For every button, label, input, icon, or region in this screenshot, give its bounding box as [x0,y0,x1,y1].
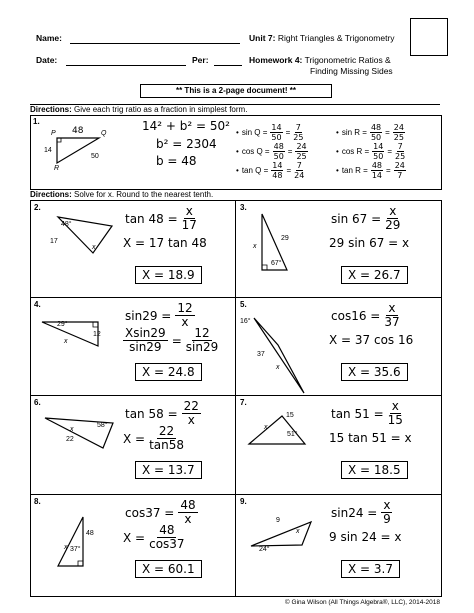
equation-step: 15 tan 51 = x [329,431,412,445]
equals-sign: = [387,147,393,156]
equals-sign: = [286,166,292,175]
variable-label: x [296,528,300,535]
directions-label-1: Directions: [30,105,72,114]
denominator: 50 [370,133,382,142]
equals-sign: = [171,333,182,348]
equation-step: 29 sin 67 = x [329,236,410,250]
equation-left: sin29 = [125,308,172,323]
trig-function-label: tan R = [341,166,368,175]
equation-step: X = [123,530,146,545]
angle-label: 29° [57,321,68,328]
problem-number: 6. [34,398,41,407]
side-label: 9 [276,517,280,524]
numerator: 7 [296,161,302,170]
problem-number: 2. [34,203,41,212]
denominator: sin29 [129,340,162,354]
answer-box: X = 13.7 [135,461,202,479]
equals-sign: = [287,147,293,156]
bullet-icon: • [336,128,339,137]
equation-left: tan 48 = [125,211,178,226]
numerator: 24 [393,123,404,132]
numerator: 14 [272,161,283,170]
equation-step: X = [123,431,146,446]
denominator: tan58 [149,438,185,452]
denominator: 25 [296,152,307,161]
date-label: Date: [36,55,58,65]
angle-label: 37° [70,546,81,553]
problem-number: 9. [240,497,247,506]
name-label: Name: [36,33,62,43]
equation-left: sin 67 = [331,211,382,226]
equation-step: X = 17 tan 48 [123,236,207,250]
problem-number: 3. [240,203,247,212]
trig-function-label: cos R = [341,147,370,156]
denominator: 17 [181,218,197,232]
angle-label: 58° [97,422,108,429]
denominator: cos37 [149,537,185,551]
copyright-footer: © Gina Wilson (All Things Algebra®, LLC), 2014-2018 [284,599,440,606]
numerator: 14 [373,142,384,151]
unit-text: Right Triangles & Trigonometry [277,33,395,43]
denominator: x [184,512,192,526]
answer-box: X = 18.5 [341,461,408,479]
pythagorean-line-2: b² = 2304 [156,137,217,151]
variable-label: x [264,424,268,431]
denominator: 37 [384,315,400,329]
equation-step: X = 37 cos 16 [329,333,414,347]
variable-label: x [70,426,74,433]
numerator: x [389,204,397,218]
angle-label: 16° [240,318,251,325]
angle-label: 48° [61,221,72,228]
denominator: x [187,413,195,427]
numerator: Xsin29 [125,326,166,340]
denominator: 24 [294,171,305,180]
directions-text-2: Solve for x. Round to the nearest tenth. [74,190,214,199]
equals-sign: = [285,128,291,137]
vertex-r: R [54,165,60,172]
denominator: 25 [395,152,406,161]
variable-label: x [253,243,257,250]
pythagorean-line-3: b = 48 [156,154,197,168]
trig-function-label: sin R = [341,128,367,137]
variable-label: x [64,544,68,551]
denominator: 25 [293,133,304,142]
numerator: 22 [158,424,175,438]
answer-box: X = 60.1 [135,560,202,578]
equation-left: sin24 = [331,505,378,520]
denominator: x [181,315,189,329]
notice-text: ** This is a 2-page document! ** [175,86,297,95]
homework-text-line1: Trigonometric Ratios & [304,55,391,65]
denominator: 50 [273,152,284,161]
answer-box: X = 24.8 [135,363,202,381]
homework-label: Homework 4: [249,55,303,65]
denominator: 50 [373,152,384,161]
numerator: 14 [271,123,282,132]
bullet-icon: • [236,147,239,156]
unit-label: Unit 7: [249,33,276,43]
side-left-label: 14 [44,147,52,154]
bullet-icon: • [336,166,339,175]
pythagorean-line-1: 14² + b² = 50² [142,119,230,133]
denominator: 48 [272,171,283,180]
answer-box: X = 26.7 [341,266,408,284]
equals-sign: = [385,128,390,137]
answer-box: X = 3.7 [341,560,400,578]
side-label: 37 [257,351,265,358]
homework-text-line2: Finding Missing Sides [310,66,393,76]
side-top-label: 48 [72,126,84,136]
numerator: 48 [180,498,196,512]
side-label: 29 [281,235,289,242]
numerator: 48 [273,142,284,151]
bullet-icon: • [236,166,239,175]
equation-left: tan 51 = [331,406,384,421]
denominator: 7 [397,171,403,180]
problem-number: 5. [240,300,247,309]
trig-function-label: cos Q = [241,147,270,156]
angle-label: 67° [271,260,282,267]
numerator: 12 [177,301,193,315]
side-label: 22 [66,436,74,443]
equation-left: cos37 = [125,505,175,520]
numerator: x [391,399,399,413]
denominator: 15 [387,413,403,427]
problem-number: 4. [34,300,41,309]
equation-step: 9 sin 24 = x [329,530,402,544]
variable-label: x [92,244,96,251]
denominator: 25 [393,133,404,142]
equation-left: tan 58 = [125,406,178,421]
side-label: 48 [86,530,94,537]
numerator: 7 [295,123,301,132]
denominator: 50 [271,133,282,142]
per-label: Per: [192,55,209,65]
directions-text-1: Give each trig ratio as a fraction in simplest form. [74,105,248,114]
side-label: 12 [93,331,101,338]
numerator: 48 [371,161,383,170]
denominator: 14 [371,171,383,180]
numerator: 7 [397,142,403,151]
angle-label: 51° [287,431,298,438]
trig-function-label: tan Q = [241,166,269,175]
numerator: 24 [394,161,405,170]
equation-left: cos16 = [331,308,381,323]
denominator: 29 [385,218,401,232]
variable-label: x [64,338,68,345]
numerator: 22 [183,399,199,413]
numerator: 48 [159,523,175,537]
vertex-q: Q [101,130,107,137]
side-hyp-label: 50 [91,153,99,160]
trig-function-label: sin Q = [241,128,268,137]
denominator: 9 [383,512,391,526]
problem-number: 7. [240,398,247,407]
answer-box: X = 35.6 [341,363,408,381]
problem-1-number: 1. [33,117,40,126]
numerator: x [383,498,391,512]
problem-number: 8. [34,497,41,506]
side-label: 15 [286,412,294,419]
numerator: 24 [296,142,307,151]
answer-box: X = 18.9 [135,266,202,284]
directions-label-2: Directions: [30,190,72,199]
numerator: x [388,301,396,315]
numerator: x [185,204,193,218]
side-label: 17 [50,238,58,245]
bullet-icon: • [336,147,339,156]
variable-label: x [276,364,280,371]
numerator: 12 [194,326,210,340]
angle-label: 24° [259,546,270,553]
vertex-p: P [51,130,56,137]
bullet-icon: • [236,128,239,137]
equals-sign: = [386,166,391,175]
denominator: sin29 [185,340,219,354]
numerator: 48 [370,123,382,132]
